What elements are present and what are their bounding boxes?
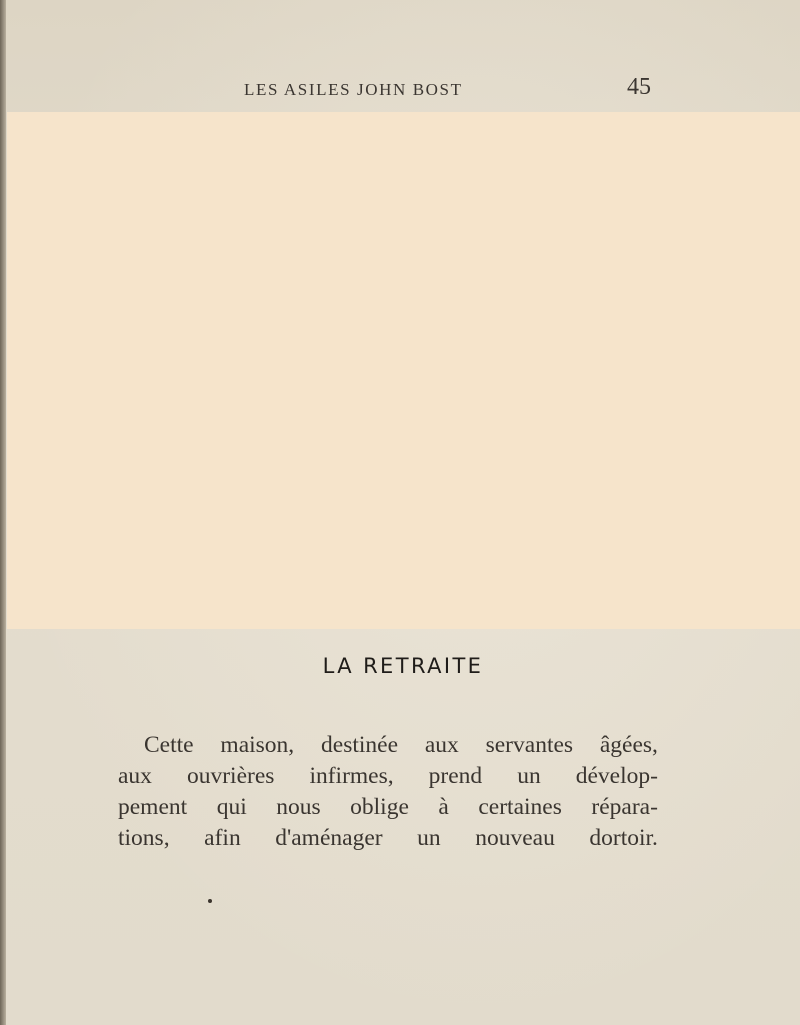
page-number: 45 [627,74,651,100]
word: répara- [591,794,658,820]
word: afin [204,825,241,851]
word: dévelop- [575,763,658,789]
word: dortoir. [589,825,658,851]
word: aux [424,732,459,758]
word: un [417,825,441,851]
word: aux [118,763,152,789]
word: ouvrières [186,763,275,789]
word: maison, [220,732,295,758]
word: certaines [478,794,562,820]
word: servantes [485,732,574,758]
illustration-placeholder [7,112,800,629]
word: d'aménager [275,825,383,851]
word: tions, [118,825,170,851]
word: destinée [321,732,399,758]
word: pement [118,794,188,820]
word: Cette [144,732,194,758]
word: qui [216,794,247,820]
text-line-1 [118,730,658,761]
word: nouveau [475,825,555,851]
word: âgées, [599,732,658,758]
ink-speck [208,899,212,903]
running-head-title: LES ASILES JOHN BOST [244,80,463,99]
page-binding-edge [0,0,6,1025]
word: oblige [350,794,409,820]
text-line-3 [118,792,658,823]
word: à [438,794,449,820]
text-line-2 [118,761,658,792]
running-head [0,74,800,104]
body-paragraph [118,730,658,854]
word: prend [428,763,483,789]
word: un [517,763,541,789]
section-title: LA RETRAITE [322,654,484,678]
text-line-4 [118,823,658,854]
word: nous [276,794,321,820]
word: infirmes, [309,763,394,789]
